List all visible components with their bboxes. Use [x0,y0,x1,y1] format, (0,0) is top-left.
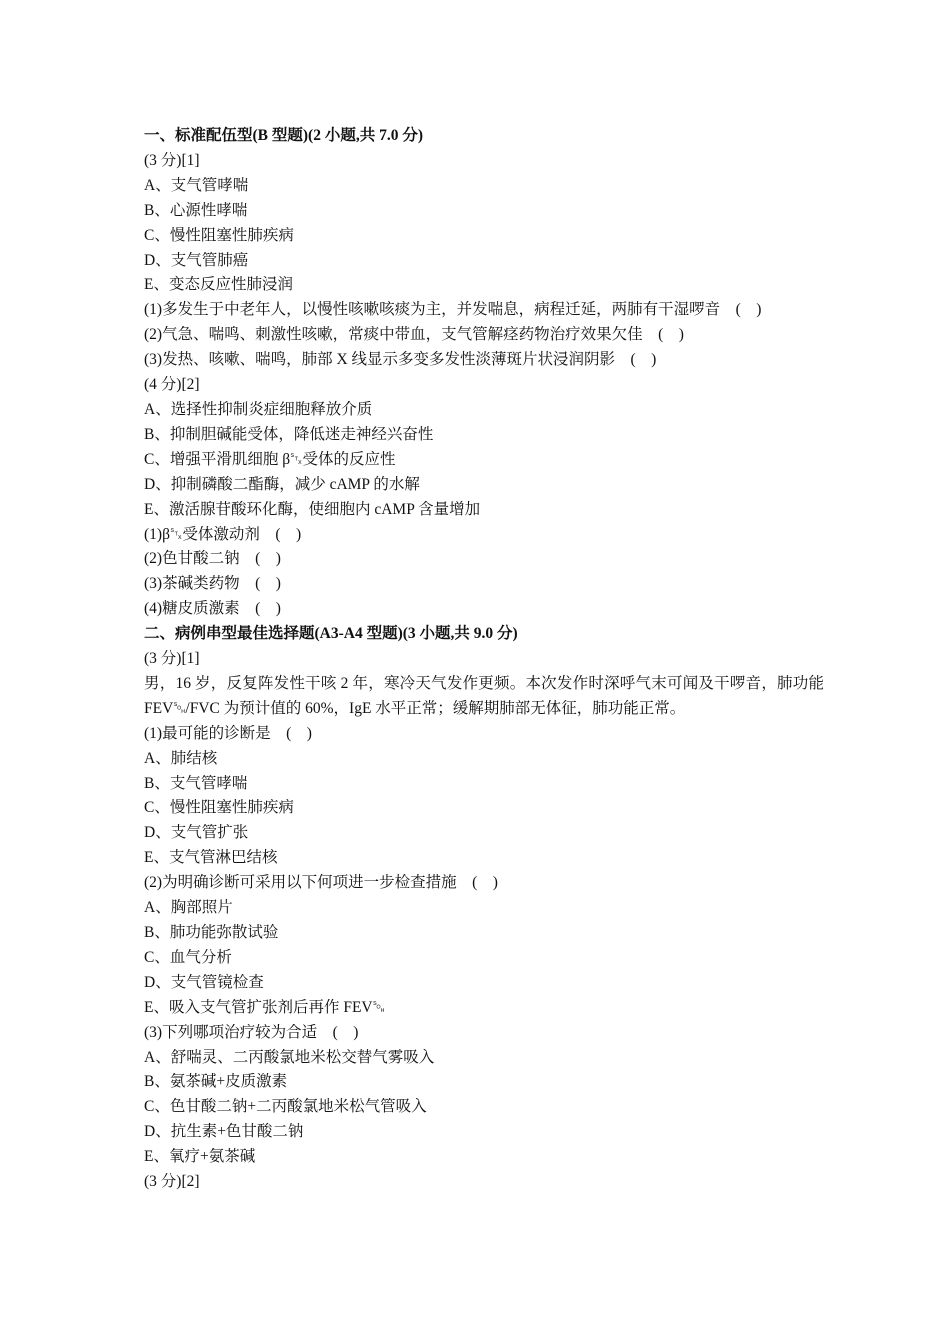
option-d: D、支气管肺癌 [144,251,249,269]
section-1-heading: 一、标准配伍型(B 型题)(2 小题,共 7.0 分) [144,127,423,144]
option-b: B、支气管哮喘 [144,774,248,792]
option-e: E、吸入支气管扩张剂后再作 FEV␁ [144,998,385,1016]
sub-question: (1)多发生于中老年人，以慢性咳嗽咳痰为主，并发喘息，病程迁延，两肺有干湿啰音 ( ) [144,301,762,319]
sub-question-stem: (2)为明确诊断可采用以下何项进一步检查措施 ( ) [144,874,498,892]
option-b: B、氨茶碱+皮质激素 [144,1073,288,1091]
q2-score: (4 分)[2] [144,376,200,394]
option-c: C、血气分析 [144,948,232,966]
case-description: 男，16 岁，反复阵发性干咳 2 年，寒冷天气发作更频。本次发作时深呼气末可闻及干啰音，肺功能 FEV␁/FVC 为预计值的 60%，IgE 水平正常；缓解期肺部无体征，肺功能正常。 [144,674,824,717]
option-e: E、氧疗+氨茶碱 [144,1148,256,1166]
option-a: A、肺结核 [144,749,218,767]
option-b: B、抑制胆碱能受体，降低迷走神经兴奋性 [144,425,434,443]
option-c: C、慢性阻塞性肺疾病 [144,799,294,817]
option-b: B、肺功能弥散试验 [144,924,279,941]
q1-score: (3 分)[1] [144,650,200,668]
option-d: D、支气管扩张 [144,824,249,842]
option-e: E、变态反应性肺浸润 [144,276,293,294]
option-a: A、胸部照片 [144,899,233,917]
sub-question-stem: (1)最可能的诊断是 ( ) [144,724,312,742]
sub-question: (4)糖皮质激素 ( ) [144,600,281,618]
sub-question: (3)茶碱类药物 ( ) [144,575,281,593]
option-a: A、支气管哮喘 [144,176,249,194]
option-e: E、激活腺苷酸环化酶，使细胞内 cAMP 含量增加 [144,500,481,518]
option-a: A、舒喘灵、二丙酸氯地米松交替气雾吸入 [144,1048,435,1066]
q2-score: (3 分)[2] [144,1173,200,1191]
sub-question: (2)色甘酸二钠 ( ) [144,550,281,568]
option-d: D、抗生素+色甘酸二钠 [144,1123,304,1141]
document-page [144,124,824,1195]
sub-question: (1)β␂受体激动剂 ( ) [144,525,302,543]
section-2-heading: 二、病例串型最佳选择题(A3-A4 型题)(3 小题,共 9.0 分) [144,625,518,643]
option-a: A、选择性抑制炎症细胞释放介质 [144,400,373,418]
option-c: C、增强平滑肌细胞 β␂受体的反应性 [144,450,396,468]
option-d: D、支气管镜检查 [144,973,264,991]
option-c: C、色甘酸二钠+二丙酸氯地米松气管吸入 [144,1098,427,1116]
q1-score: (3 分)[1] [144,151,200,169]
sub-question-stem: (3)下列哪项治疗较为合适 ( ) [144,1023,359,1041]
option-b: B、心源性哮喘 [144,201,248,219]
option-c: C、慢性阻塞性肺疾病 [144,226,294,244]
sub-question: (2)气急、喘鸣、刺激性咳嗽，常痰中带血，支气管解痉药物治疗效果欠佳 ( ) [144,326,684,344]
sub-question: (3)发热、咳嗽、喘鸣，肺部 X 线显示多变多发性淡薄斑片状浸润阴影 ( ) [144,351,657,369]
option-d: D、抑制磷酸二酯酶，减少 cAMP 的水解 [144,475,420,493]
option-e: E、支气管淋巴结核 [144,849,278,867]
